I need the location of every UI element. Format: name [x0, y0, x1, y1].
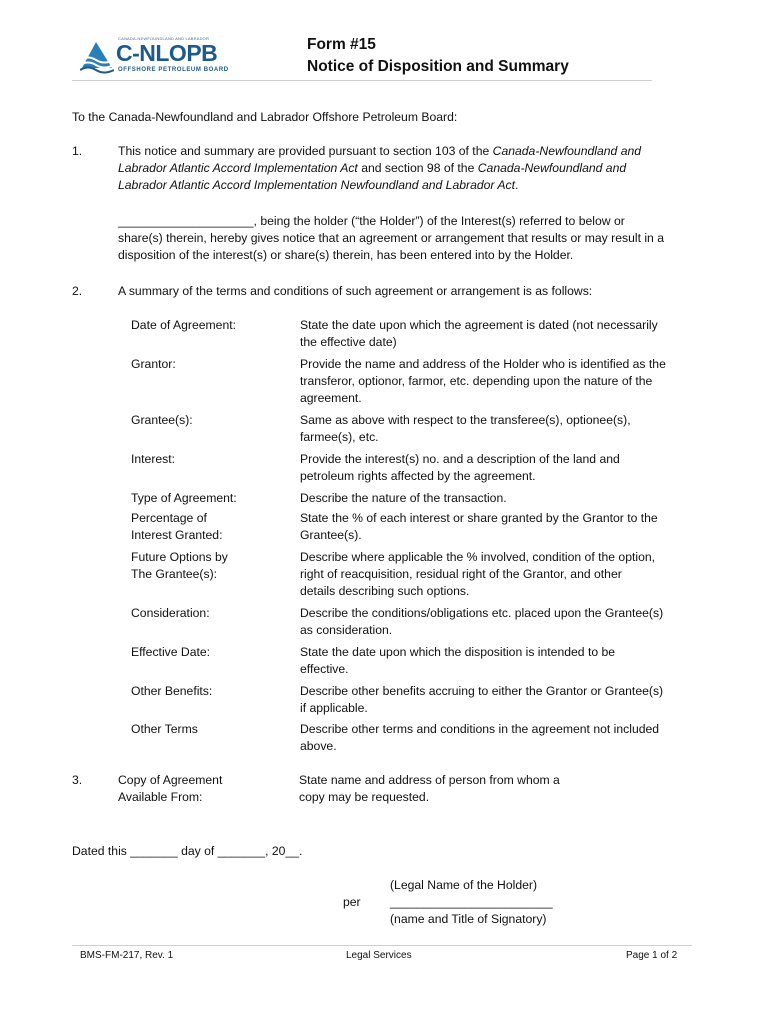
section1-p1-line3: [118, 177, 518, 194]
logo-sub-text: OFFSHORE PETROLEUM BOARD: [118, 67, 229, 73]
summary-row-description: [300, 451, 692, 485]
summary-row-description: [300, 490, 692, 507]
section1-number: 1.: [72, 144, 83, 158]
summary-row-description: [300, 721, 692, 755]
summary-row-description: [300, 549, 692, 600]
section3-desc: [299, 772, 560, 806]
footer-department: Legal Services: [346, 950, 412, 961]
signatory-name-title-label: (name and Title of Signatory): [390, 912, 547, 926]
section2-intro: A summary of the terms and conditions of such agreement or arrangement is as follows:: [118, 284, 593, 298]
summary-desc-line: petroleum rights affected by the agreement.: [300, 469, 536, 483]
section3-desc-line: State name and address of person from whom a: [299, 773, 560, 787]
summary-label-line: Interest Granted:: [131, 528, 223, 542]
summary-label-line: Effective Date:: [131, 645, 211, 659]
header-divider: [72, 80, 652, 81]
summary-label-line: Interest:: [131, 452, 176, 466]
section1-p2-line2: share(s) therein, hereby gives notice that an agreement or arrangement that results or may result in a: [118, 231, 665, 245]
per-label: per: [343, 895, 361, 909]
summary-desc-line: effective.: [300, 662, 349, 676]
summary-row-label: [131, 549, 291, 583]
summary-desc-line: if applicable.: [300, 701, 368, 715]
summary-desc-line: State the % of each interest or share granted by the Grantor to the: [300, 511, 658, 525]
form-title: Notice of Disposition and Summary: [307, 58, 569, 75]
summary-row-label: [131, 644, 291, 661]
summary-desc-line: State the date upon which the disposition is intended to be: [300, 645, 616, 659]
summary-desc-line: as consideration.: [300, 623, 393, 637]
wave-emblem-icon: [80, 38, 114, 74]
logo-main-text: C-NLOPB: [116, 40, 218, 66]
footer-page-number: Page 1 of 2: [626, 950, 678, 961]
summary-desc-line: right of reacquisition, residual right of the Grantor, and other: [300, 567, 622, 581]
act-name: Labrador Atlantic Accord Implementation Act: [118, 161, 358, 175]
section3-label-line: Copy of Agreement: [118, 773, 223, 787]
summary-row-description: [300, 356, 692, 407]
summary-desc-line: farmee(s), etc.: [300, 430, 379, 444]
summary-label-line: Future Options by: [131, 550, 228, 564]
summary-row-description: [300, 317, 692, 351]
act-name: Labrador Atlantic Accord Implementation Newfoundland and Labrador Act: [118, 178, 516, 192]
summary-desc-line: Describe the nature of the transaction.: [300, 491, 507, 505]
cnlopb-logo: [80, 34, 229, 78]
legal-name-label: (Legal Name of the Holder): [390, 878, 537, 892]
act-name: Canada-Newfoundland and: [492, 144, 642, 158]
summary-desc-line: agreement.: [300, 391, 362, 405]
summary-desc-line: State the date upon which the agreement is dated (not necessarily: [300, 318, 658, 332]
section3-label: [118, 772, 222, 806]
summary-row-label: [131, 451, 291, 468]
footer-divider: [72, 945, 692, 946]
summary-label-line: Date of Agreement:: [131, 318, 237, 332]
section1-text: .: [515, 178, 519, 192]
summary-desc-line: the effective date): [300, 335, 397, 349]
summary-row-description: [300, 412, 692, 446]
summary-desc-line: Describe other terms and conditions in the agreement not included: [300, 722, 660, 736]
act-name: Canada-Newfoundland and: [477, 161, 627, 175]
summary-label-line: Type of Agreement:: [131, 491, 237, 505]
section3-number: 3.: [72, 773, 83, 787]
summary-desc-line: Describe the conditions/obligations etc. placed upon the Grantee(s): [300, 606, 664, 620]
summary-label-line: Grantee(s):: [131, 413, 193, 427]
summary-row-label: [131, 317, 291, 334]
summary-desc-line: Describe other benefits accruing to either the Grantor or Grantee(s): [300, 684, 664, 698]
summary-row-label: [131, 412, 291, 429]
summary-row-description: [300, 510, 692, 544]
summary-row-label: [131, 683, 291, 700]
summary-row-label: [131, 490, 291, 507]
summary-label-line: Consideration:: [131, 606, 210, 620]
summary-label-line: Other Terms: [131, 722, 198, 736]
form-number: Form #15: [307, 36, 376, 53]
summary-desc-line: Grantee(s).: [300, 528, 362, 542]
summary-desc-line: Provide the interest(s) no. and a description of the land and: [300, 452, 620, 466]
section1-text: and section 98 of the: [357, 161, 478, 175]
summary-row-label: [131, 510, 291, 544]
summary-label-line: Percentage of: [131, 511, 207, 525]
signature-blank-line[interactable]: ________________________: [390, 895, 553, 909]
footer-form-code: BMS-FM-217, Rev. 1: [80, 950, 174, 961]
summary-desc-line: Same as above with respect to the transferee(s), optionee(s),: [300, 413, 631, 427]
summary-row-description: [300, 683, 692, 717]
addressee-line: To the Canada-Newfoundland and Labrador Offshore Petroleum Board:: [72, 110, 458, 124]
summary-row-label: [131, 356, 291, 373]
summary-row-description: [300, 644, 692, 678]
dated-line[interactable]: Dated this _______ day of _______, 20__.: [72, 844, 303, 858]
summary-desc-line: details describing such options.: [300, 584, 470, 598]
logo-top-text: CANADA-NEWFOUNDLAND AND LABRADOR: [118, 36, 210, 41]
summary-label-line: Grantor:: [131, 357, 176, 371]
section1-p2-line3: disposition of the interest(s) or share(s) therein, has been entered into by the Holder.: [118, 248, 574, 262]
summary-row-label: [131, 721, 291, 738]
section1-text: This notice and summary are provided pursuant to section 103 of the: [118, 144, 493, 158]
holder-blank-line[interactable]: ____________________, being the holder (“the Holder”) of the Interest(s) referred to below or: [118, 214, 625, 228]
section1-p1-line1: [118, 143, 641, 160]
summary-row-label: [131, 605, 291, 622]
summary-desc-line: transferor, optionor, farmor, etc. depending upon the nature of the: [300, 374, 653, 388]
summary-desc-line: Describe where applicable the % involved, condition of the option,: [300, 550, 656, 564]
summary-desc-line: above.: [300, 739, 337, 753]
section2-number: 2.: [72, 284, 83, 298]
summary-label-line: The Grantee(s):: [131, 567, 218, 581]
summary-row-description: [300, 605, 692, 639]
section3-desc-line: copy may be requested.: [299, 790, 430, 804]
summary-desc-line: Provide the name and address of the Holder who is identified as the: [300, 357, 666, 371]
summary-label-line: Other Benefits:: [131, 684, 213, 698]
section1-p1-line2: [118, 160, 626, 177]
section3-label-line: Available From:: [118, 790, 203, 804]
